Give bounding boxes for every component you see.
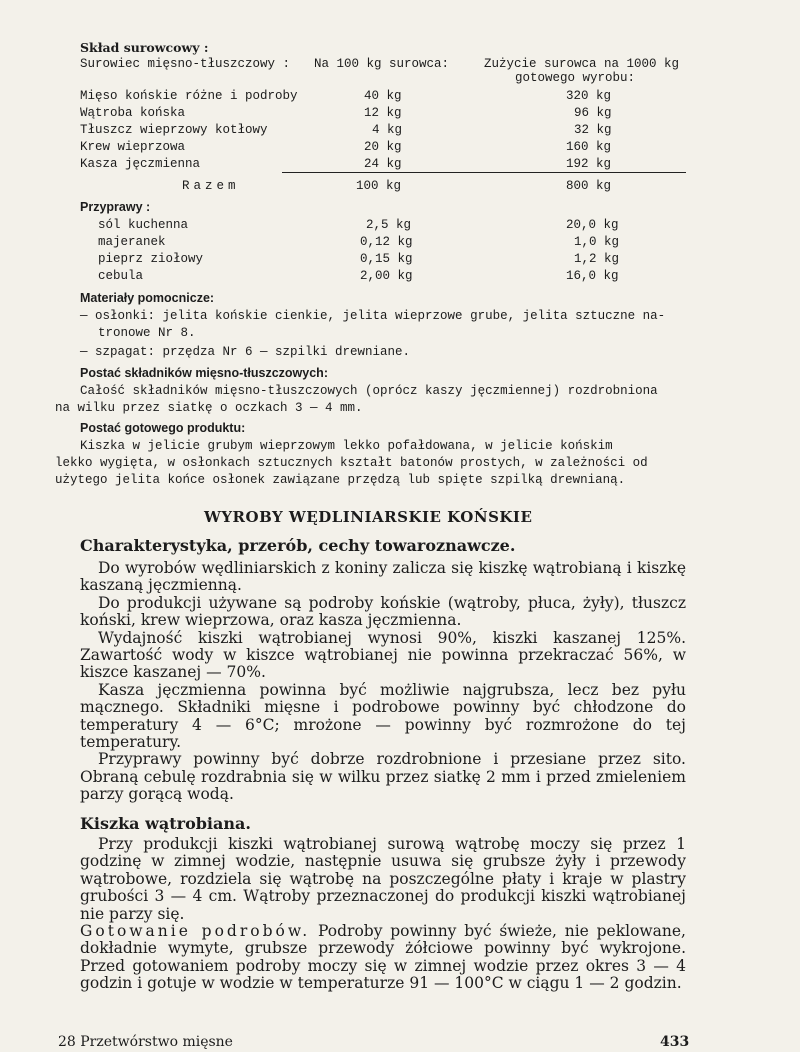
spice-name: sól kuchenna bbox=[98, 218, 189, 232]
spices-heading: Przyprawy : bbox=[80, 200, 151, 214]
spice-name: pieprz ziołowy bbox=[98, 252, 204, 266]
row-name: Krew wieprzowa bbox=[80, 140, 186, 154]
col3-header-line2: gotowego wyrobu: bbox=[515, 71, 636, 85]
row-per100: 12 kg bbox=[364, 106, 402, 120]
form-product-line: użytego jelita końce osłonek zawiązane przędzą lub spięte szpilką drewnianą. bbox=[55, 473, 626, 487]
form-product-heading: Postać gotowego produktu: bbox=[80, 421, 246, 435]
form-product-line: Kiszka w jelicie grubym wieprzowym lekko pofałdowana, w jelicie końskim bbox=[80, 439, 613, 453]
section-subtitle: Charakterystyka, przerób, cechy towaroznawcze. bbox=[80, 536, 516, 555]
aux-line: — szpagat: przędza Nr 6 — szpilki drewniane. bbox=[80, 345, 411, 359]
col3-header-line1: Zużycie surowca na 1000 kg bbox=[484, 57, 680, 71]
row-per100: 20 kg bbox=[364, 140, 402, 154]
aux-line: tronowe Nr 8. bbox=[98, 326, 196, 340]
row-per1000: 96 kg bbox=[574, 106, 612, 120]
paragraph: Przy produkcji kiszki wątrobianej surową wątrobę moczy się przez 1 godzinę w zimnej wodzie, następnie usuwa się grubsze żyły i przewody wątrobowe, rozdziela się wątrobę na poszczególne płaty i kraje w plastry grubości 3 — 4 cm. Wątroby przeznaczonej do produkcji kiszki wątrobianej nie parzy się. bbox=[80, 835, 686, 923]
row-per1000: 160 kg bbox=[566, 140, 612, 154]
row-name: Mięso końskie różne i podroby bbox=[80, 89, 298, 103]
row-per1000: 320 kg bbox=[566, 89, 612, 103]
paragraph: Wydajność kiszki wątrobianej wynosi 90%, kiszki kaszanej 125%. Zawartość wody w kiszce wątrobianej nie powinna przekraczać 56%, w kiszce kaszanej — 70%. bbox=[80, 628, 686, 682]
kiszka-title: Kiszka wątrobiana. bbox=[80, 814, 251, 833]
row-per100: 4 kg bbox=[372, 123, 403, 137]
total-per1000: 800 kg bbox=[566, 179, 612, 193]
paragraph: Kasza jęczmienna powinna być możliwie najgrubsza, lecz bez pyłu mącznego. Składniki mięsne i podrobowe powinny być chłodzone do temperatury 4 — 6°C; mrożone — powinny być rozmrożone do tej temperatury. bbox=[80, 680, 686, 752]
form-components-line: Całość składników mięsno-tłuszczowych (oprócz kaszy jęczmiennej) rozdrobniona bbox=[80, 384, 658, 398]
spice-name: majeranek bbox=[98, 235, 166, 249]
aux-line: — osłonki: jelita końskie cienkie, jelita wieprzowe grube, jelita sztuczne na- bbox=[80, 309, 666, 323]
spice-name: cebula bbox=[98, 269, 144, 283]
row-name: Kasza jęczmienna bbox=[80, 157, 201, 171]
col1-header: Surowiec mięsno-tłuszczowy : bbox=[80, 57, 291, 71]
footer-left: 28 Przetwórstwo mięsne bbox=[58, 1034, 233, 1050]
row-per100: 24 kg bbox=[364, 157, 402, 171]
kiszka-body bbox=[80, 836, 686, 993]
spice-per1000: 20,0 kg bbox=[566, 218, 619, 232]
section-body bbox=[80, 560, 686, 804]
paragraph bbox=[80, 923, 686, 993]
form-components-heading: Postać składników mięsno-tłuszczowych: bbox=[80, 366, 328, 380]
paragraph-lead: Gotowanie podrobów. bbox=[80, 922, 311, 941]
form-components-line: na wilku przez siatkę o oczkach 3 — 4 mm. bbox=[55, 401, 363, 415]
form-product-line: lekko wygięta, w osłonkach sztucznych kształt batonów prostych, w zależności od bbox=[55, 456, 648, 470]
composition-heading: Skład surowcowy : bbox=[80, 40, 209, 55]
row-per1000: 32 kg bbox=[574, 123, 612, 137]
aux-heading: Materiały pomocnicze: bbox=[80, 291, 215, 305]
spice-per100: 2,5 kg bbox=[366, 218, 412, 232]
section-title: WYROBY WĘDLINIARSKIE KOŃSKIE bbox=[204, 508, 533, 526]
total-label: Razem bbox=[182, 179, 240, 193]
spice-per1000: 1,0 kg bbox=[574, 235, 620, 249]
row-name: Tłuszcz wieprzowy kotłowy bbox=[80, 123, 268, 137]
paragraph-text: Podroby powinny być świeże, nie peklowane, dokładnie wymyte, grubsze przewody żółciowe powinny być wykrojone. Przed gotowaniem podroby moczy się w zimnej wodzie przez okres 3 — 4 godzin i gotuje w wodzie w temperaturze 91 — 100°C w ciągu 1 — 2 godzin. bbox=[80, 922, 686, 993]
row-per1000: 192 kg bbox=[566, 157, 612, 171]
paragraph: Do wyrobów wędliniarskich z koniny zalicza się kiszkę wątrobianą i kiszkę kaszaną jęczmienną. bbox=[80, 559, 686, 595]
row-name: Wątroba końska bbox=[80, 106, 186, 120]
page-number: 433 bbox=[660, 1034, 690, 1050]
row-per100: 40 kg bbox=[364, 89, 402, 103]
col2-header: Na 100 kg surowca: bbox=[314, 57, 450, 71]
total-per100: 100 kg bbox=[356, 179, 402, 193]
spice-per1000: 1,2 kg bbox=[574, 252, 620, 266]
paragraph: Przyprawy powinny być dobrze rozdrobnione i przesiane przez sito. Obraną cebulę rozdrabnia się w wilku przez siatkę 2 mm i przed zmieleniem parzy gorącą wodą. bbox=[80, 750, 686, 804]
total-divider bbox=[282, 172, 686, 173]
spice-per100: 0,15 kg bbox=[360, 252, 413, 266]
spice-per100: 0,12 kg bbox=[360, 235, 413, 249]
spice-per100: 2,00 kg bbox=[360, 269, 413, 283]
spice-per1000: 16,0 kg bbox=[566, 269, 619, 283]
paragraph: Do produkcji używane są podroby końskie (wątroby, płuca, żyły), tłuszcz koński, krew wieprzowa, oraz kasza jęczmienna. bbox=[80, 593, 686, 630]
